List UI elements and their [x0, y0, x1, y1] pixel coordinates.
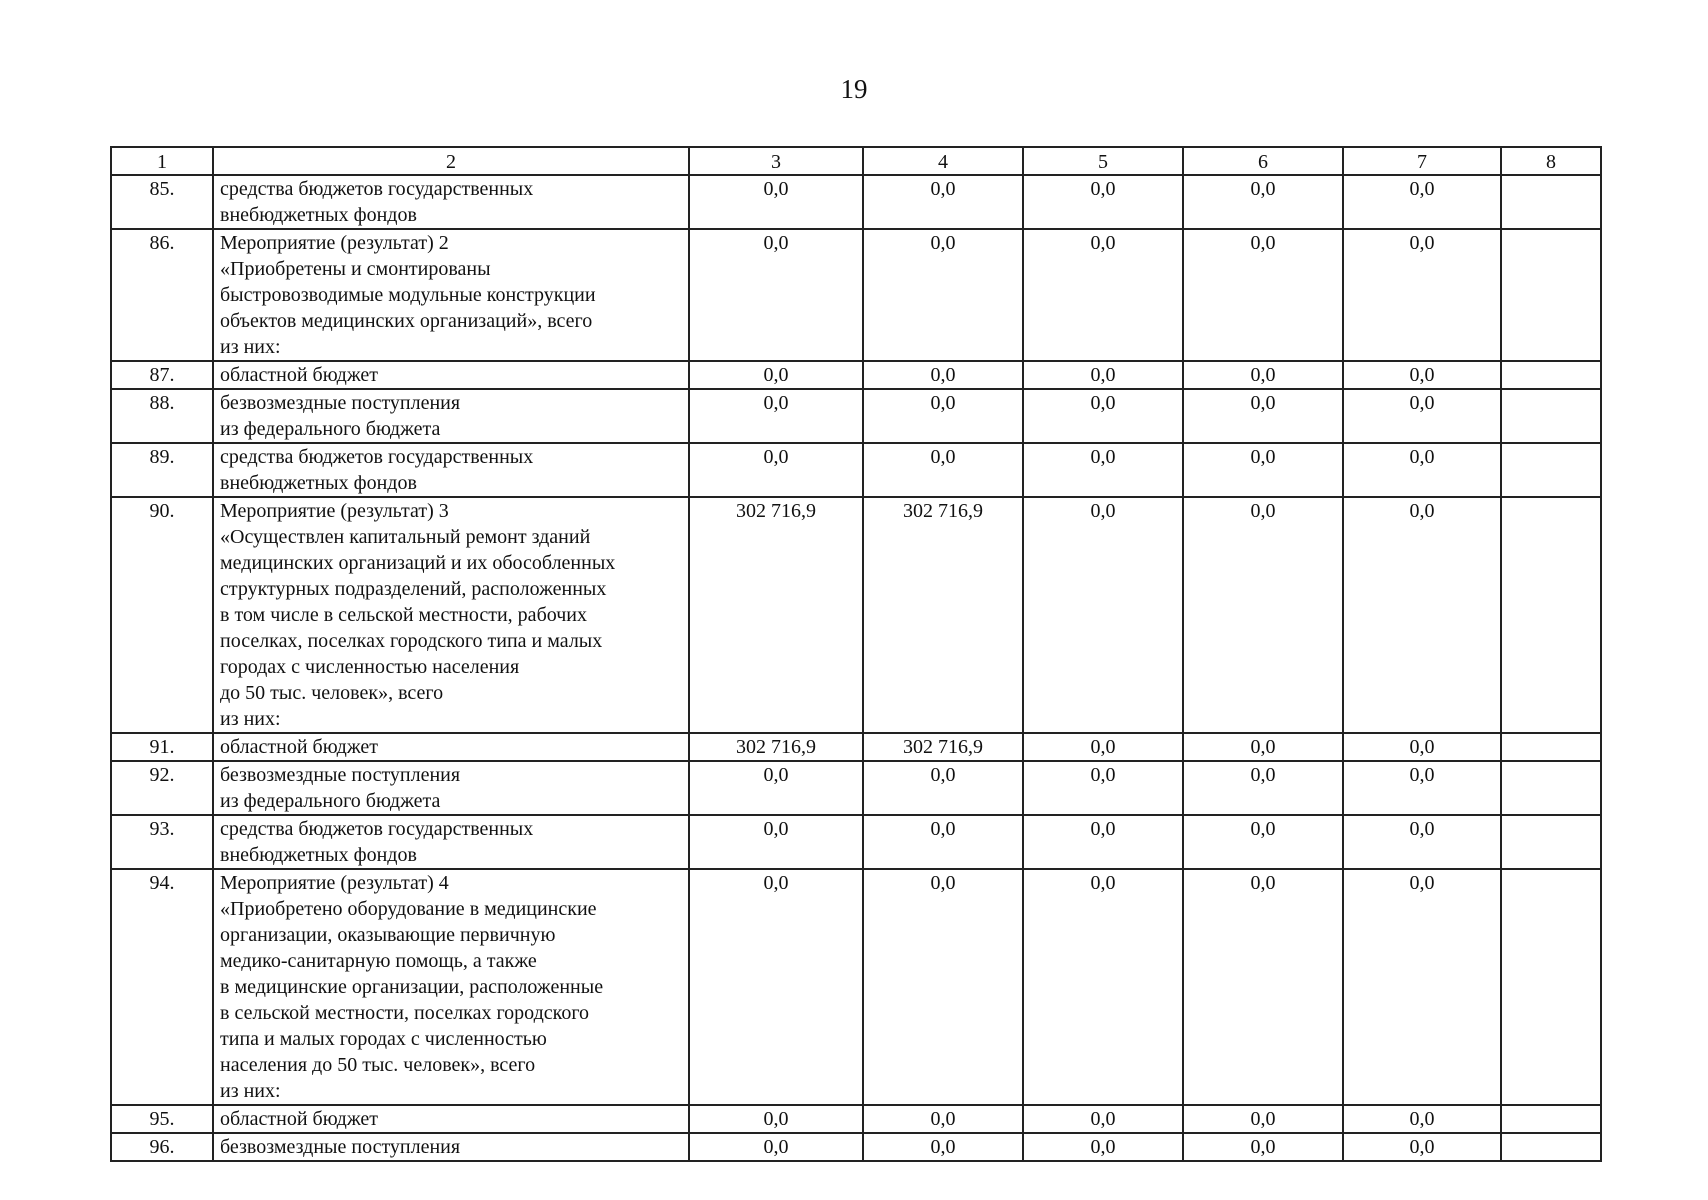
row-col-7-cell: 0,0 [1343, 869, 1501, 1105]
row-col-6-cell: 0,0 [1183, 175, 1343, 229]
row-col-8-cell [1501, 175, 1601, 229]
header-row [111, 147, 1601, 175]
row-col-5-cell: 0,0 [1023, 1133, 1183, 1161]
row-col-3-cell: 0,0 [689, 815, 863, 869]
row-number-cell: 92. [111, 761, 213, 815]
row-col-7-cell: 0,0 [1343, 1133, 1501, 1161]
row-col-8-cell [1501, 443, 1601, 497]
row-col-5-cell: 0,0 [1023, 733, 1183, 761]
row-col-4-cell: 0,0 [863, 869, 1023, 1105]
row-col-7-cell: 0,0 [1343, 443, 1501, 497]
row-col-3-cell: 0,0 [689, 869, 863, 1105]
header-col-7: 7 [1343, 147, 1501, 175]
table-row [111, 1105, 1601, 1133]
table-row [111, 389, 1601, 443]
row-col-4-cell: 0,0 [863, 1133, 1023, 1161]
row-number-cell: 87. [111, 361, 213, 389]
row-col-3-cell: 0,0 [689, 1105, 863, 1133]
row-col-6-cell: 0,0 [1183, 1105, 1343, 1133]
table-body [111, 175, 1601, 1161]
table-row [111, 761, 1601, 815]
row-description-cell: безвозмездные поступления из федерального бюджета [213, 761, 689, 815]
table-header [111, 147, 1601, 175]
row-col-6-cell: 0,0 [1183, 761, 1343, 815]
table-row [111, 497, 1601, 733]
row-col-5-cell: 0,0 [1023, 869, 1183, 1105]
row-description-cell: Мероприятие (результат) 3 «Осуществлен капитальный ремонт зданий медицинских организаций и их обособленных структурных подразделений, расположенных в том числе в сельской местности, рабочих поселках, поселках городского типа и малых городах с численностью населения до 50 тыс. человек», всего из них: [213, 497, 689, 733]
row-col-4-cell: 0,0 [863, 389, 1023, 443]
row-col-3-cell: 0,0 [689, 443, 863, 497]
row-col-8-cell [1501, 229, 1601, 361]
row-col-4-cell: 0,0 [863, 1105, 1023, 1133]
row-col-3-cell: 0,0 [689, 175, 863, 229]
row-col-4-cell: 0,0 [863, 175, 1023, 229]
budget-table [110, 146, 1602, 1162]
row-col-5-cell: 0,0 [1023, 761, 1183, 815]
row-description-cell: средства бюджетов государственных внебюджетных фондов [213, 815, 689, 869]
header-col-8: 8 [1501, 147, 1601, 175]
row-col-5-cell: 0,0 [1023, 361, 1183, 389]
row-col-5-cell: 0,0 [1023, 389, 1183, 443]
row-col-6-cell: 0,0 [1183, 497, 1343, 733]
row-description-cell: средства бюджетов государственных внебюджетных фондов [213, 443, 689, 497]
row-col-4-cell: 0,0 [863, 815, 1023, 869]
row-col-4-cell: 0,0 [863, 229, 1023, 361]
row-col-8-cell [1501, 815, 1601, 869]
row-col-4-cell: 302 716,9 [863, 733, 1023, 761]
row-col-7-cell: 0,0 [1343, 389, 1501, 443]
row-col-5-cell: 0,0 [1023, 815, 1183, 869]
row-number-cell: 91. [111, 733, 213, 761]
row-col-8-cell [1501, 1133, 1601, 1161]
row-col-6-cell: 0,0 [1183, 229, 1343, 361]
row-col-6-cell: 0,0 [1183, 361, 1343, 389]
table-row [111, 175, 1601, 229]
row-col-5-cell: 0,0 [1023, 497, 1183, 733]
row-col-6-cell: 0,0 [1183, 389, 1343, 443]
row-col-7-cell: 0,0 [1343, 175, 1501, 229]
row-col-4-cell: 302 716,9 [863, 497, 1023, 733]
row-description-cell: областной бюджет [213, 733, 689, 761]
row-col-7-cell: 0,0 [1343, 761, 1501, 815]
header-col-1: 1 [111, 147, 213, 175]
page-number: 19 [840, 74, 868, 104]
row-col-8-cell [1501, 389, 1601, 443]
row-col-7-cell: 0,0 [1343, 815, 1501, 869]
row-col-7-cell: 0,0 [1343, 361, 1501, 389]
row-col-7-cell: 0,0 [1343, 1105, 1501, 1133]
row-col-7-cell: 0,0 [1343, 733, 1501, 761]
row-number-cell: 95. [111, 1105, 213, 1133]
row-col-8-cell [1501, 761, 1601, 815]
table-row [111, 443, 1601, 497]
row-col-3-cell: 302 716,9 [689, 733, 863, 761]
row-col-8-cell [1501, 733, 1601, 761]
row-number-cell: 85. [111, 175, 213, 229]
header-col-5: 5 [1023, 147, 1183, 175]
row-col-5-cell: 0,0 [1023, 443, 1183, 497]
table-row [111, 229, 1601, 361]
header-col-6: 6 [1183, 147, 1343, 175]
row-number-cell: 90. [111, 497, 213, 733]
header-col-4: 4 [863, 147, 1023, 175]
row-number-cell: 94. [111, 869, 213, 1105]
row-description-cell: областной бюджет [213, 1105, 689, 1133]
row-col-3-cell: 302 716,9 [689, 497, 863, 733]
row-col-3-cell: 0,0 [689, 761, 863, 815]
row-number-cell: 93. [111, 815, 213, 869]
table-row [111, 361, 1601, 389]
row-col-4-cell: 0,0 [863, 761, 1023, 815]
row-col-6-cell: 0,0 [1183, 815, 1343, 869]
row-description-cell: безвозмездные поступления из федерального бюджета [213, 389, 689, 443]
row-description-cell: областной бюджет [213, 361, 689, 389]
row-col-6-cell: 0,0 [1183, 869, 1343, 1105]
row-col-6-cell: 0,0 [1183, 733, 1343, 761]
header-col-2: 2 [213, 147, 689, 175]
row-col-7-cell: 0,0 [1343, 497, 1501, 733]
row-number-cell: 86. [111, 229, 213, 361]
row-number-cell: 88. [111, 389, 213, 443]
row-col-5-cell: 0,0 [1023, 1105, 1183, 1133]
row-description-cell: средства бюджетов государственных внебюджетных фондов [213, 175, 689, 229]
row-col-3-cell: 0,0 [689, 229, 863, 361]
row-description-cell: Мероприятие (результат) 2 «Приобретены и смонтированы быстровозводимые модульные конструкции объектов медицинских организаций», всего из них: [213, 229, 689, 361]
row-description-cell: Мероприятие (результат) 4 «Приобретено оборудование в медицинские организации, оказывающие первичную медико-санитарную помощь, а также в медицинские организации, расположенные в сельской местности, поселках городского типа и малых городах с численностью населения до 50 тыс. человек», всего из них: [213, 869, 689, 1105]
header-col-3: 3 [689, 147, 863, 175]
row-col-3-cell: 0,0 [689, 389, 863, 443]
row-number-cell: 89. [111, 443, 213, 497]
row-col-3-cell: 0,0 [689, 361, 863, 389]
table-row [111, 815, 1601, 869]
row-col-6-cell: 0,0 [1183, 1133, 1343, 1161]
row-col-3-cell: 0,0 [689, 1133, 863, 1161]
row-col-8-cell [1501, 869, 1601, 1105]
table-row [111, 869, 1601, 1105]
row-col-4-cell: 0,0 [863, 443, 1023, 497]
row-number-cell: 96. [111, 1133, 213, 1161]
row-col-8-cell [1501, 361, 1601, 389]
row-col-8-cell [1501, 497, 1601, 733]
row-col-8-cell [1501, 1105, 1601, 1133]
row-col-5-cell: 0,0 [1023, 229, 1183, 361]
row-description-cell: безвозмездные поступления [213, 1133, 689, 1161]
row-col-5-cell: 0,0 [1023, 175, 1183, 229]
table-row [111, 1133, 1601, 1161]
row-col-4-cell: 0,0 [863, 361, 1023, 389]
table-row [111, 733, 1601, 761]
row-col-7-cell: 0,0 [1343, 229, 1501, 361]
row-col-6-cell: 0,0 [1183, 443, 1343, 497]
